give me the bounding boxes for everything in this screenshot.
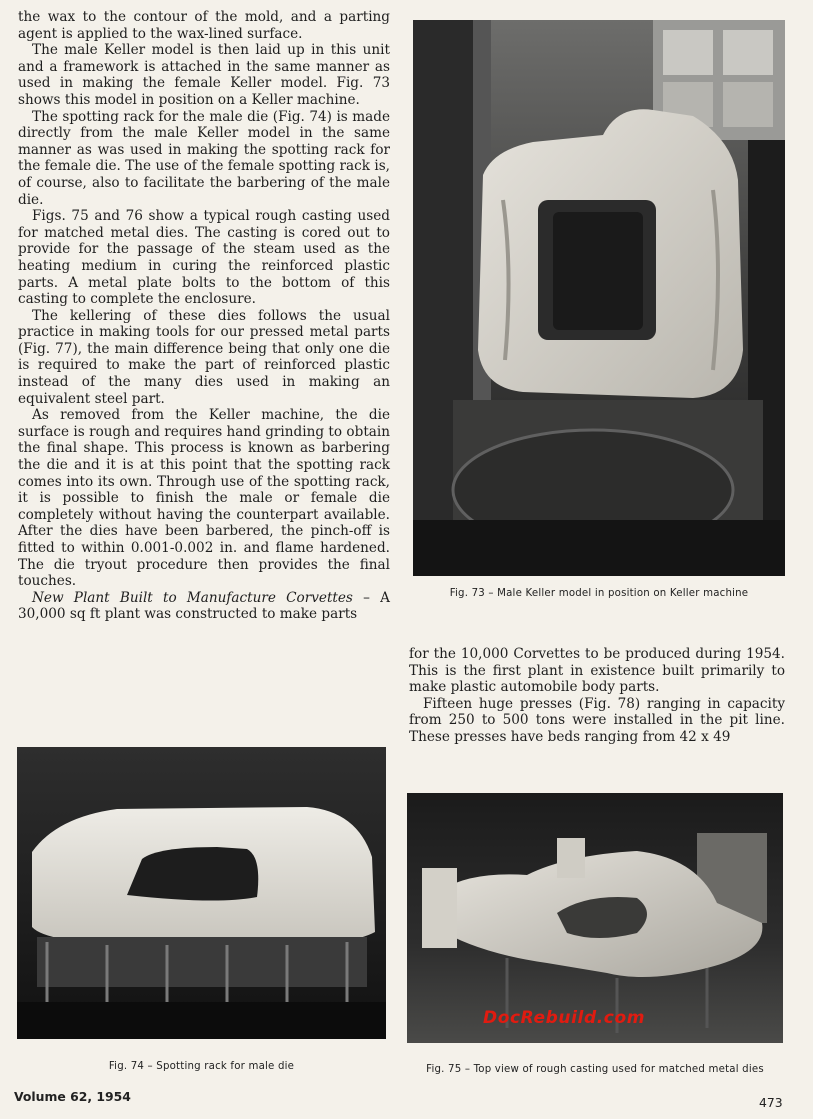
fig75-caption: Fig. 75 – Top view of rough casting used for matched metal dies: [426, 1064, 764, 1075]
footer-page-number: 473: [759, 1095, 783, 1110]
watermark: DocRebuild.com: [483, 1008, 646, 1028]
paragraph: The kellering of these dies follows the usual practice in making tools for our pressed metal parts (Fig. 77), the main difference being that only one die is required to make the part of reinforced plastic instead of the many dies used in making an equivalent steel part.: [18, 307, 390, 407]
right-text-column: [409, 646, 785, 746]
paragraph: Figs. 75 and 76 show a typical rough casting used for matched metal dies. The casting is cored out to provide for the passage of the steam used as the heating medium in curing the reinforced plastic parts. A metal plate bolts to the bottom of this casting to complete the enclosure.: [18, 208, 390, 308]
paragraph: The spotting rack for the male die (Fig. 74) is made directly from the male Keller model in the same manner as was used in making the spotting rack for the female die. The use of the female spotting rack is, of course, also to facilitate the barbering of the male die.: [18, 108, 390, 208]
paragraph: Fifteen huge presses (Fig. 78) ranging in capacity from 250 to 500 tons were installed in the pit line. These presses have beds ranging from 42 x 49: [409, 695, 785, 745]
section-run-in-heading: New Plant Built to Manufacture Corvettes: [32, 589, 353, 606]
fig75-photo: [407, 793, 783, 1043]
spotting-rack-illustration: [17, 747, 386, 1039]
footer-volume: Volume 62, 1954: [14, 1089, 131, 1104]
heading-dash: –: [352, 589, 381, 606]
fig73-photo: [413, 20, 785, 576]
paragraph: for the 10,000 Corvettes to be produced during 1954. This is the first plant in existence built primarily to make plastic automobile body parts.: [409, 646, 785, 696]
keller-machine-illustration: [413, 20, 785, 576]
paragraph: The male Keller model is then laid up in this unit and a framework is attached in the same manner as used in making the female Keller model. Fig. 73 shows this model in position on a Keller machine.: [18, 42, 390, 108]
fig74-photo: [17, 747, 386, 1039]
paragraph: the wax to the contour of the mold, and a parting agent is applied to the wax-lined surface.: [18, 9, 390, 42]
fig74-caption: Fig. 74 – Spotting rack for male die: [108, 1061, 295, 1072]
rough-casting-illustration: [407, 793, 783, 1043]
paragraph-new-plant: [18, 590, 390, 623]
paragraph: As removed from the Keller machine, the die surface is rough and requires hand grinding to obtain the final shape. This process is known as barbering the die and it is at this point that the spotting rack comes into its own. Through use of the spotting rack, it is possible to finish the male or female die completely without having the counterpart available. After the dies have been barbered, the pinch-off is fitted to within 0.001-0.002 in. and flame hardened. The die tryout procedure then provides the final touches.: [18, 407, 390, 590]
paragraph-text: A 30,000 sq ft plant was constructed to make parts: [18, 589, 390, 623]
left-text-column: [18, 9, 390, 623]
fig73-caption: Fig. 73 – Male Keller model in position on Keller machine: [449, 588, 749, 599]
